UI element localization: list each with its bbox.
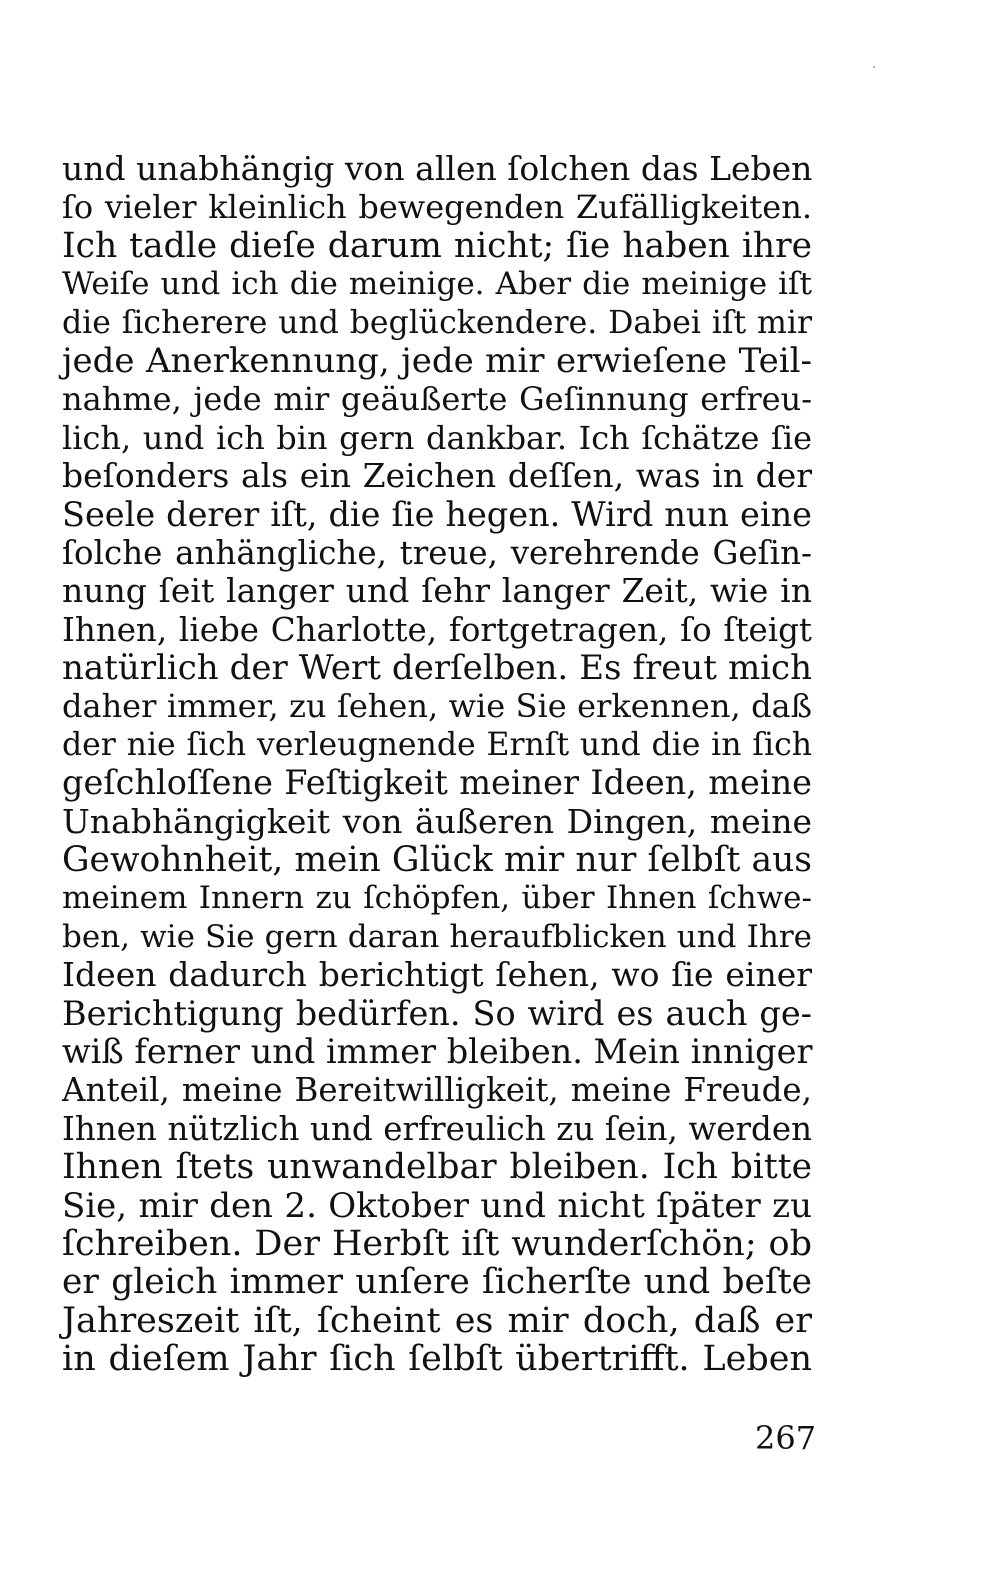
text-line: beſonders als ein Zeichen deſſen, was in der [62, 456, 812, 496]
text-line: ſchreiben. Der Herbſt iſt wunderſchön; ob [62, 1223, 812, 1264]
text-line: er gleich immer unſere ſicherſte und beſte [62, 1262, 812, 1303]
text-line: jede Anerkennung, jede mir erwieſene Teil- [62, 340, 812, 381]
text-line: geſchloſſene Feſtigkeit meiner Ideen, meine [62, 763, 812, 803]
text-line: Ihnen ſtets unwandelbar bleiben. Ich bitte [62, 1147, 812, 1188]
text-line: Unabhängigkeit von äußeren Dingen, meine [62, 801, 812, 841]
text-line: Ihnen, liebe Charlotte, fortgetragen, ſo ſteigt [62, 610, 812, 649]
text-line: Berichtigung bedürfen. So wird es auch ge- [62, 993, 812, 1033]
text-line: in dieſem Jahr ſich ſelbſt übertrifft. Leben [62, 1339, 812, 1380]
text-line: nahme, jede mir geäußerte Geſinnung erfreu- [62, 380, 812, 419]
text-line: Ihnen nützlich und erfreulich zu ſein, werden [62, 1109, 812, 1148]
text-line: die ſicherere und beglückendere. Dabei iſt mir [62, 304, 812, 341]
page-number: 267 [755, 1419, 817, 1457]
text-line: lich, und ich bin gern dankbar. Ich ſchätze ſie [62, 418, 812, 457]
text-line: ben, wie Sie gern daran heraufblicken und Ihre [62, 918, 812, 955]
text-line: der nie ſich verleugnende Ernſt und die in ſich [62, 726, 812, 763]
text-line: wiß ferner und immer bleiben. Mein inniger [62, 1031, 813, 1071]
text-line: Weiſe und ich die meinige. Aber die meinige iſt [62, 266, 812, 303]
text-line: Seele derer iſt, die ſie hegen. Wird nun eine [62, 494, 812, 534]
text-line: nung ſeit langer und ſehr langer Zeit, wie in [62, 571, 812, 611]
text-line: ſolche anhängliche, treue, verehrende Geſin- [62, 533, 812, 572]
text-line: Sie, mir den 2. Oktober und nicht ſpäter zu [62, 1185, 812, 1226]
text-line: und unabhängig von allen ſolchen das Leben [62, 149, 813, 188]
text-line: natürlich der Wert derſelben. Es freut mich [62, 648, 812, 689]
print-speck [873, 66, 875, 68]
body-text [62, 150, 812, 1379]
text-line: Jahreszeit iſt, ſcheint es mir doch, daß er [62, 1300, 812, 1341]
text-line: Ideen dadurch berichtigt ſehen, wo ſie einer [62, 955, 812, 995]
text-line: ſo vieler kleinlich bewegenden Zufälligkeiten. [62, 188, 812, 227]
text-line: Gewohnheit, mein Glück mir nur ſelbſt aus [62, 840, 812, 881]
text-line: daher immer, zu ſehen, wie Sie erkennen, daß [62, 687, 812, 726]
text-line: meinem Innern zu ſchöpfen, über Ihnen ſchwe- [62, 880, 812, 917]
text-line: Anteil, meine Bereitwilligkeit, meine Freude, [62, 1071, 812, 1110]
text-line: Ich tadle dieſe darum nicht; ſie haben ihre [62, 225, 812, 266]
